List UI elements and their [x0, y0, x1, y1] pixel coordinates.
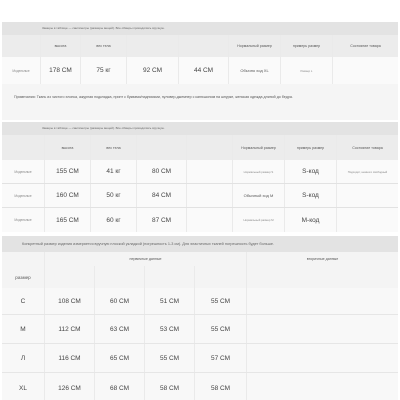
table1-header-chest	[126, 35, 178, 57]
table2-row3-weight: 60 кг	[90, 208, 136, 232]
table3-row3-col1: 116 СМ	[44, 344, 94, 372]
table2-row1-try-size: S-код	[284, 160, 336, 183]
table3-row1-col4: 55 СМ	[194, 288, 246, 314]
table2-header-weight: вес тела	[90, 135, 136, 160]
table3-group-empty	[2, 252, 44, 266]
table3-row4-col4: 58 СМ	[194, 373, 246, 400]
table3-row2-col2: 63 СМ	[94, 315, 144, 343]
table2-row1-shoulder	[186, 160, 232, 183]
table3-row3-secondary	[246, 344, 398, 372]
table1-header-normal-size: Нормальный размер	[228, 35, 280, 57]
table1-row-label: Модельные	[12, 68, 30, 73]
table1-header-try-size: примерь размер	[280, 35, 332, 57]
table1-header-shoulder	[178, 35, 228, 57]
table3-note: Конкретный размер изделия измеряется вручную плоской укладкой (погрешность 1-3 см). Для эластичных тканей погрешность будет больше.	[2, 236, 398, 252]
table2-row3-try-size: M-код	[284, 208, 336, 232]
table2-row2-shoulder	[186, 184, 232, 207]
table3-group-secondary: вторичные данные	[246, 252, 398, 266]
table1-normal-size-value: Обычно ход XL	[228, 57, 280, 84]
table2-note: Замеры в таблице — сантиметры (размеры вещей). Все обмеры проводились вручную.	[2, 122, 398, 135]
table2-row2-normal-size: Обычный ход M	[232, 184, 284, 207]
table3-row4-secondary	[246, 373, 398, 400]
table3-row3-col2: 65 СМ	[94, 344, 144, 372]
table3-row1-size: С	[20, 297, 26, 305]
table1-header-empty	[2, 35, 40, 57]
table2-header-height: высота	[44, 135, 90, 160]
table3-row4-col1: 126 СМ	[44, 373, 94, 400]
table2-header-empty	[2, 135, 44, 160]
table2-header-condition: Состояние товара	[336, 135, 398, 160]
table1-header-weight: вес тела	[80, 35, 126, 57]
table3-header-col3	[144, 266, 194, 288]
table3-row3-size: Л	[20, 354, 26, 362]
table3-row3-col4: 57 СМ	[194, 344, 246, 372]
table2-row1-label: Модельные	[14, 169, 32, 174]
table2-row2-label: Модельные	[14, 193, 32, 198]
table2-row1-weight: 41 кг	[90, 160, 136, 183]
table2-row1-normal-size: Нормальный размер S	[232, 160, 284, 183]
table2-row1-chest: 80 СМ	[136, 160, 186, 183]
table3-row4-size: XL	[19, 384, 27, 392]
table2-row1-condition: Подходит, немного свободный	[336, 160, 398, 183]
table2-header-shoulder	[186, 135, 232, 160]
table2-header-try-size: примерь размер	[284, 135, 336, 160]
table1-weight-value: 75 кг	[80, 57, 126, 84]
table2-row2-try-size: S-код	[284, 184, 336, 207]
table3-row1-col3: 51 СМ	[144, 288, 194, 314]
table3-row1-secondary	[246, 288, 398, 314]
table2-row3-normal-size: Нормальный размер M	[232, 208, 284, 232]
table3-row4-col3: 58 СМ	[144, 373, 194, 400]
table3-header-col1	[44, 266, 94, 288]
garment-size-table	[2, 236, 398, 400]
table3-row2-size: M	[20, 325, 26, 333]
model-measurements-table-1	[2, 22, 398, 120]
table3-header-size: размер	[15, 274, 31, 280]
table3-row1-col1: 108 СМ	[44, 288, 94, 314]
table1-chest-value: 92 СМ	[126, 57, 178, 84]
table3-header-col2	[94, 266, 144, 288]
table2-row3-chest: 87 СМ	[136, 208, 186, 232]
table1-header-height: высота	[40, 35, 80, 57]
table1-condition-value	[332, 57, 398, 84]
table1-note: Замеры в таблице — сантиметры (размеры вещей). Все обмеры проводились вручную.	[2, 22, 398, 35]
table2-row3-height: 165 СМ	[44, 208, 90, 232]
table1-footnote: Примечания: Ткань из чистого хлопка, ажурная подкладка, принт с буквами/надписями, пуловер-джемпер с капюшоном на шнурке, женская одежда длиной до бедра.	[2, 84, 398, 120]
table3-row4-col2: 68 СМ	[94, 373, 144, 400]
table2-row2-height: 160 СМ	[44, 184, 90, 207]
table3-row2-secondary	[246, 315, 398, 343]
table2-row2-chest: 84 СМ	[136, 184, 186, 207]
table1-shoulder-value: 44 СМ	[178, 57, 228, 84]
table2-row3-condition	[336, 208, 398, 232]
table3-row3-col3: 55 СМ	[144, 344, 194, 372]
table1-header-condition: Состояние товара	[332, 35, 398, 57]
table1-height-value: 178 СМ	[40, 57, 80, 84]
table2-row2-condition	[336, 184, 398, 207]
table3-row1-col2: 60 СМ	[94, 288, 144, 314]
table2-row2-weight: 50 кг	[90, 184, 136, 207]
table2-header-chest	[136, 135, 186, 160]
table2-row3-shoulder	[186, 208, 232, 232]
table3-header-secondary-empty	[246, 266, 398, 288]
table3-row2-col4: 55 СМ	[194, 315, 246, 343]
table2-row1-height: 155 СМ	[44, 160, 90, 183]
table2-row3-label: Модельные	[14, 218, 32, 222]
table3-header-col4	[194, 266, 246, 288]
table3-group-primary: первичные данные	[44, 252, 246, 266]
table1-try-size-value: Размер L	[280, 57, 332, 84]
table2-header-normal-size: Нормальный размер	[232, 135, 284, 160]
model-measurements-table-2	[2, 122, 398, 232]
table3-row2-col3: 53 СМ	[144, 315, 194, 343]
table3-row2-col1: 112 СМ	[44, 315, 94, 343]
